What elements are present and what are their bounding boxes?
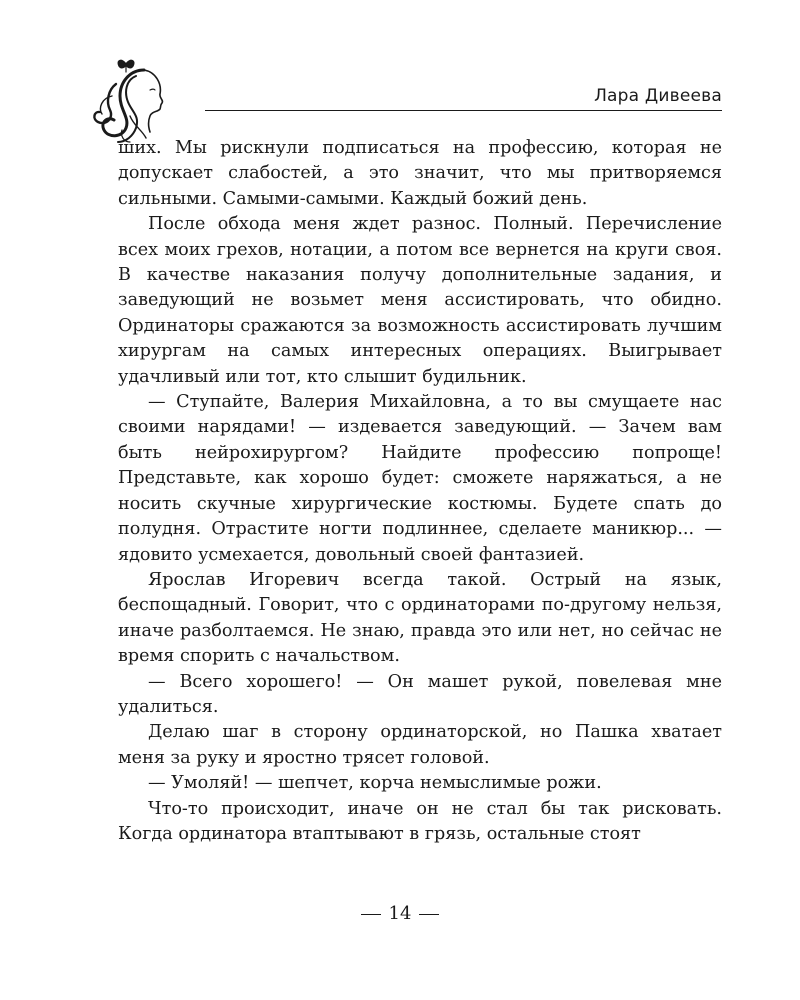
paragraph-1: ших. Мы рискнули подписаться на профессию, которая не допускает слабостей, а это значит, что мы притворяемся сильными. Самыми-самыми. Каждый божий день.	[118, 138, 722, 209]
page-body	[118, 136, 722, 847]
paragraph-7: — Умоляй! — шепчет, корча немыслимые рожи.	[148, 773, 602, 794]
paragraph-6: Делаю шаг в сторону ординаторской, но Пашка хватает меня за руку и яростно трясет головой.	[118, 722, 722, 768]
woman-profile-logo-icon	[86, 56, 186, 146]
paragraph-5: — Всего хорошего! — Он машет рукой, повелевая мне удалиться.	[118, 671, 722, 717]
paragraph-8: Что-то происходит, иначе он не стал бы так рисковать. Когда ординатора втаптывают в грязь, остальные стоят	[118, 798, 722, 844]
running-header-author: Лара Дивеева	[594, 86, 722, 106]
header-divider	[205, 110, 722, 111]
page-number-left-dash	[361, 914, 381, 915]
page-number-right-dash	[419, 914, 439, 915]
page-number	[0, 903, 800, 924]
paragraph-3: — Ступайте, Валерия Михайловна, а то вы смущаете нас своими нарядами! — издевается заведующий. — Зачем вам быть нейрохирургом? Найдите профессию попроще! Представьте, как хорошо будет: сможете наряжаться, а не носить скучные хирургические костюмы. Будете спать до полудня. Отрастите ногти подлиннее, сделаете маникюр... — ядовито усмехается, довольный своей фантазией.	[118, 392, 722, 565]
page-number-value: 14	[388, 903, 412, 924]
paragraph-2: После обхода меня ждет разнос. Полный. Перечисление всех моих грехов, нотации, а потом все вернется на круги своя. В качестве наказания получу дополнительные задания, и заведующий не возьмет меня ассистировать, что обидно. Ординаторы сражаются за возможность ассистировать лучшим хирургам на самых интересных операциях. Выигрывает удачливый или тот, кто слышит будильник.	[118, 214, 722, 387]
paragraph-4: Ярослав Игоревич всегда такой. Острый на язык, беспощадный. Говорит, что с ординаторами по-другому нельзя, иначе разболтаемся. Не знаю, правда это или нет, но сейчас не время спорить с начальством.	[118, 569, 722, 667]
